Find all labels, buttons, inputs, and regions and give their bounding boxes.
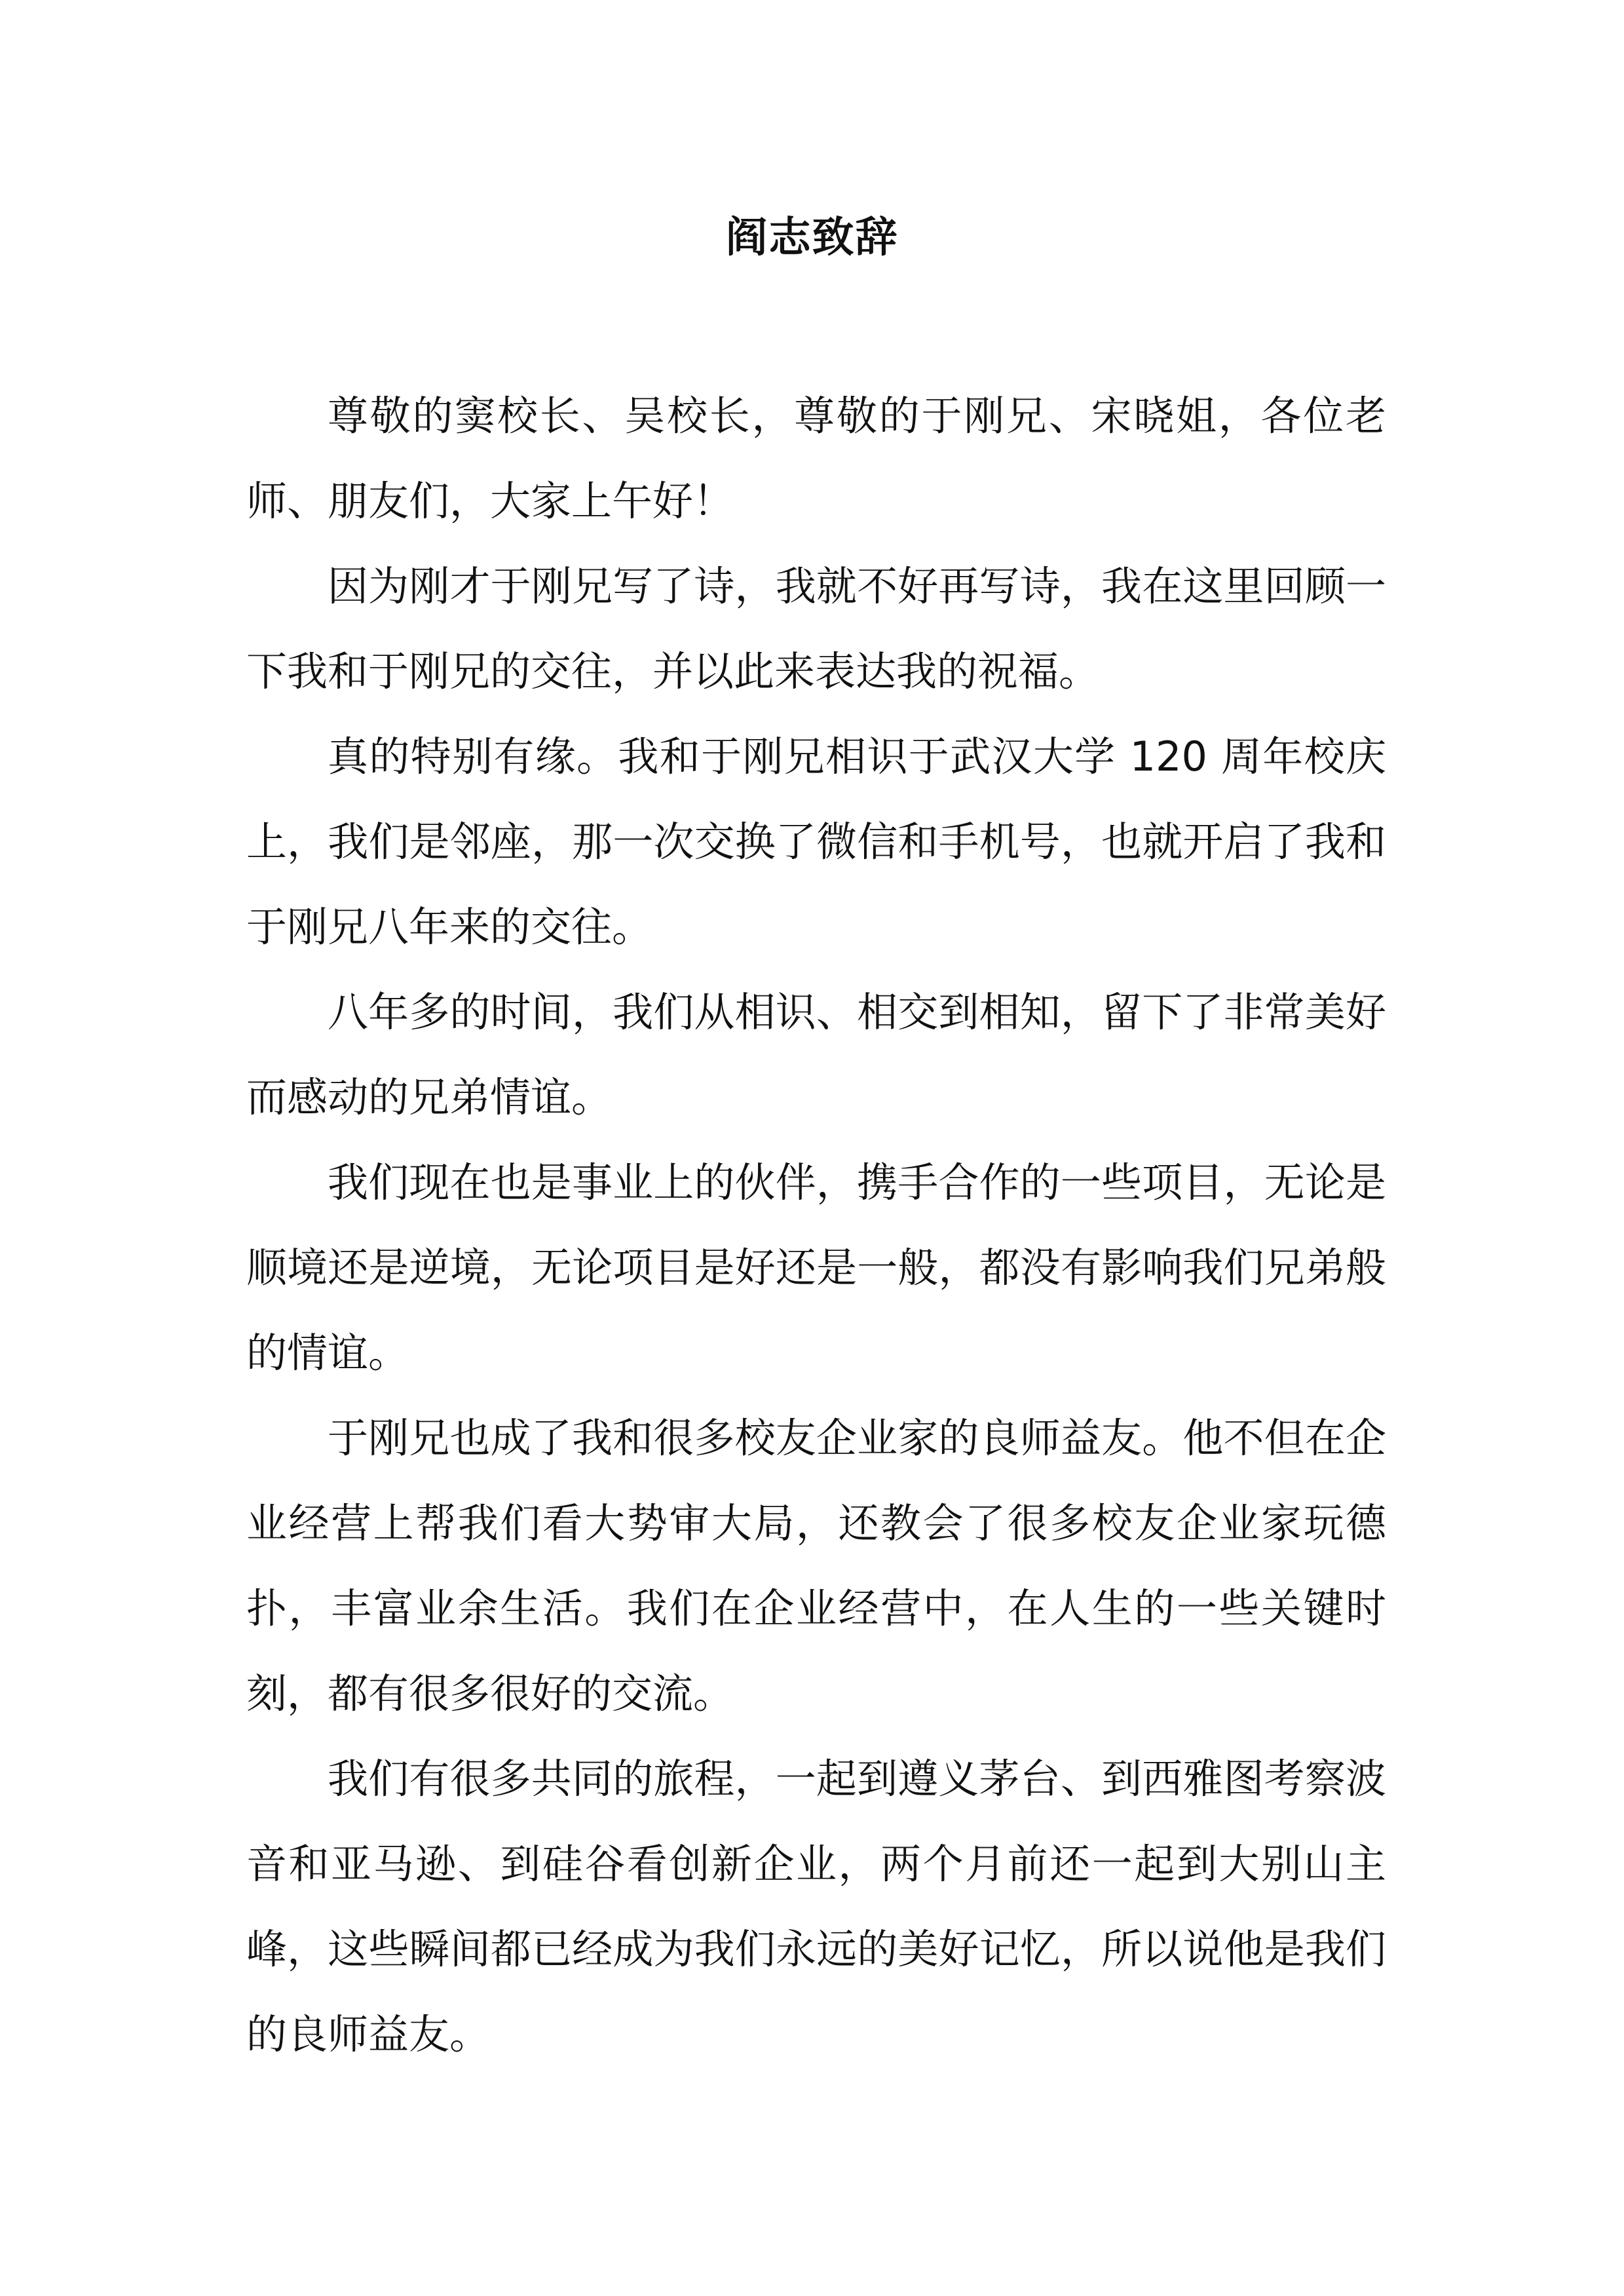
paragraph: 尊敬的窦校长、吴校长，尊敬的于刚兄、宋晓姐，各位老师、朋友们，大家上午好！ <box>246 392 1386 525</box>
paragraph: 我们现在也是事业上的伙伴，携手合作的一些项目，无论是顺境还是逆境，无论项目是好还是一般，都没有影响我们兄弟般的情谊。 <box>246 1158 1386 1377</box>
paragraph: 因为刚才于刚兄写了诗，我就不好再写诗，我在这里回顾一下我和于刚兄的交往，并以此来表达我的祝福。 <box>246 562 1386 695</box>
paragraph: 八年多的时间，我们从相识、相交到相知，留下了非常美好而感动的兄弟情谊。 <box>246 988 1386 1121</box>
document-title: 阎志致辞 <box>725 214 899 262</box>
paragraph: 真的特别有缘。我和于刚兄相识于武汉大学 120 周年校庆上，我们是邻座，那一次交换了微信和手机号，也就开启了我和于刚兄八年来的交往。 <box>246 733 1386 951</box>
paragraph: 我们有很多共同的旅程，一起到遵义茅台、到西雅图考察波音和亚马逊、到硅谷看创新企业，两个月前还一起到大别山主峰，这些瞬间都已经成为我们永远的美好记忆，所以说他是我们的良师益友。 <box>246 1755 1386 2058</box>
document-body <box>246 373 1386 2077</box>
paragraph: 于刚兄也成了我和很多校友企业家的良师益友。他不但在企业经营上帮我们看大势审大局，还教会了很多校友企业家玩德扑，丰富业余生活。我们在企业经营中，在人生的一些关键时刻，都有很多很好的交流。 <box>246 1414 1386 1717</box>
